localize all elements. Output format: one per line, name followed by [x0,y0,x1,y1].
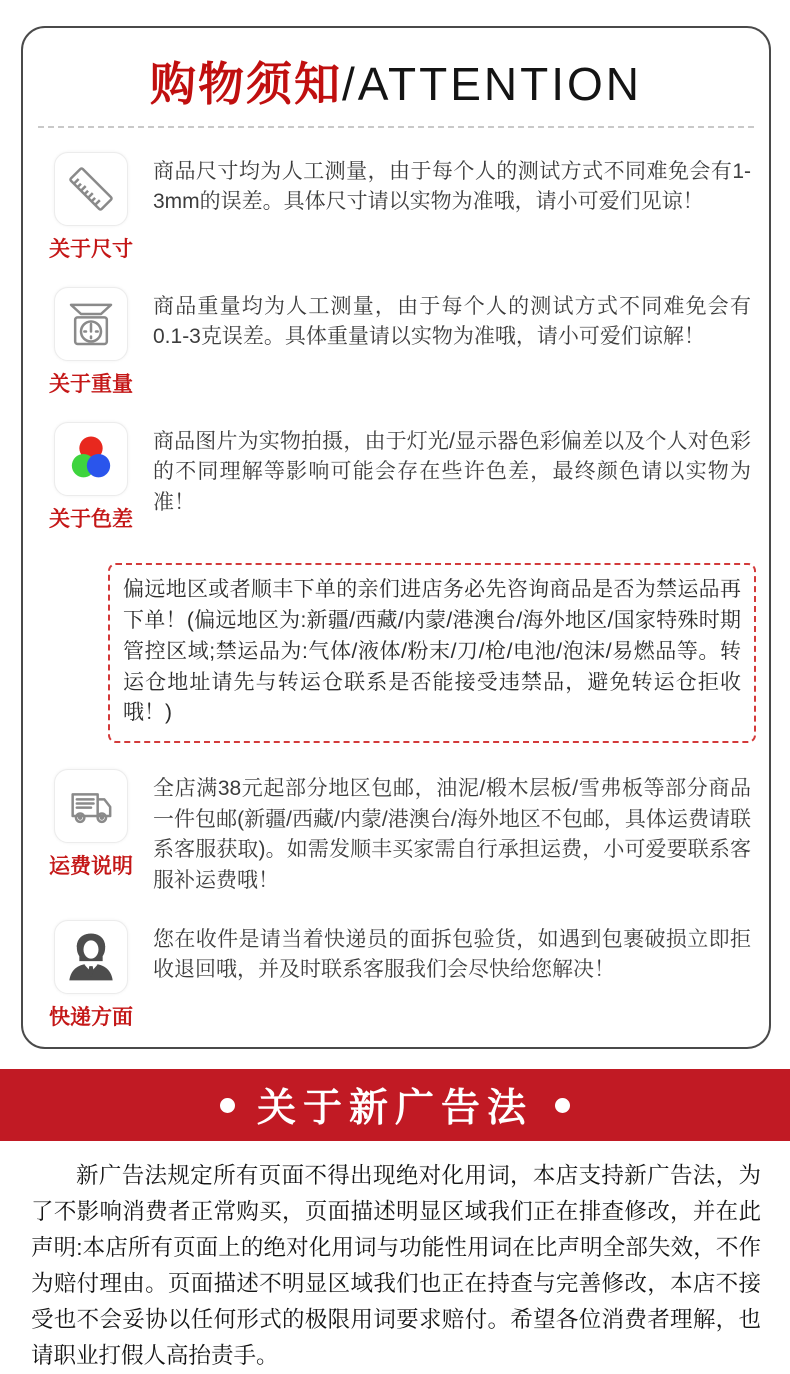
page-title-cn: 购物须知 [149,58,342,110]
section-size-label: 关于尺寸 [49,238,133,261]
ad-law-banner-title: 关于新广告法 [256,1087,533,1131]
section-size-icon-col [45,152,137,263]
scale-icon [54,287,128,361]
section-color-icon-col [45,422,137,533]
ad-law-banner [0,1069,790,1141]
section-size-text: 商品尺寸均为人工测量，由于每个人的测试方式不同难免会有1-3mm的误差。具体尺寸请以实物为准哦，请小可爱们见谅！ [153,160,751,214]
restricted-goods-notice: 偏远地区或者顺丰下单的亲们进店务必先咨询商品是否为禁运品再下单！(偏远地区为:新疆/西藏/内蒙/港澳台/海外地区/国家特殊时期管控区域;禁运品为:气体/液体/粉末/刀/枪/电池/泡沫/易燃品等。转运仓地址请先与转运仓联系是否能接受违禁品，避免转运仓拒收哦！) [108,563,756,743]
section-weight-label: 关于重量 [49,373,133,396]
section-courier [23,896,769,1031]
page-title-en: /ATTENTION [341,58,643,110]
section-size [23,128,769,263]
section-color [23,398,769,533]
ruler-icon [54,152,128,226]
section-weight [23,263,769,398]
section-courier-text: 您在收件是请当着快递员的面拆包验货，如遇到包裹破损立即拒收退回哦，并及时联系客服我们会尽快给您解决！ [153,928,751,982]
section-weight-icon-col [45,287,137,398]
page-title [38,28,754,128]
section-shipping-icon-col [45,769,137,880]
section-color-label: 关于色差 [49,508,133,531]
section-shipping-label: 运费说明 [49,855,133,879]
section-courier-icon-col [45,920,137,1031]
truck-icon [54,769,128,843]
bullet-dot-left-icon [220,1098,235,1113]
section-courier-label: 快递方面 [49,1006,133,1030]
courier-icon [54,920,128,994]
section-shipping [23,745,769,896]
section-color-text: 商品图片为实物拍摄，由于灯光/显示器色彩偏差以及个人对色彩的不同理解等影响可能会存在些许色差，最终颜色请以实物为准！ [153,430,751,514]
section-shipping-text: 全店满38元起部分地区包邮，油泥/椴木层板/雪弗板等部分商品一件包邮(新疆/西藏/内蒙/港澳台/海外地区不包邮，具体运费请联系客服获取)。如需发顺丰买家需自行承担运费，小可爱要联系客服补运费哦！ [153,777,751,892]
ad-law-paragraph: 新广告法规定所有页面不得出现绝对化用词，本店支持新广告法，为了不影响消费者正常购买，页面描述明显区域我们正在排查修改，并在此声明:本店所有页面上的绝对化用词与功能性用词在比声明全部失效，不作为赔付理由。页面描述不明显区域我们也正在持查与完善修改，本店不接受也不会妥协以任何形式的极限用词要求赔付。希望各位消费者理解，也请职业打假人高抬责手。 [31,1163,761,1369]
section-weight-text: 商品重量均为人工测量，由于每个人的测试方式不同难免会有0.1-3克误差。具体重量请以实物为准哦，请小可爱们谅解！ [153,295,751,349]
bullet-dot-right-icon [555,1098,570,1113]
shopping-notice-card [21,26,771,1049]
color-circles-icon [54,422,128,496]
